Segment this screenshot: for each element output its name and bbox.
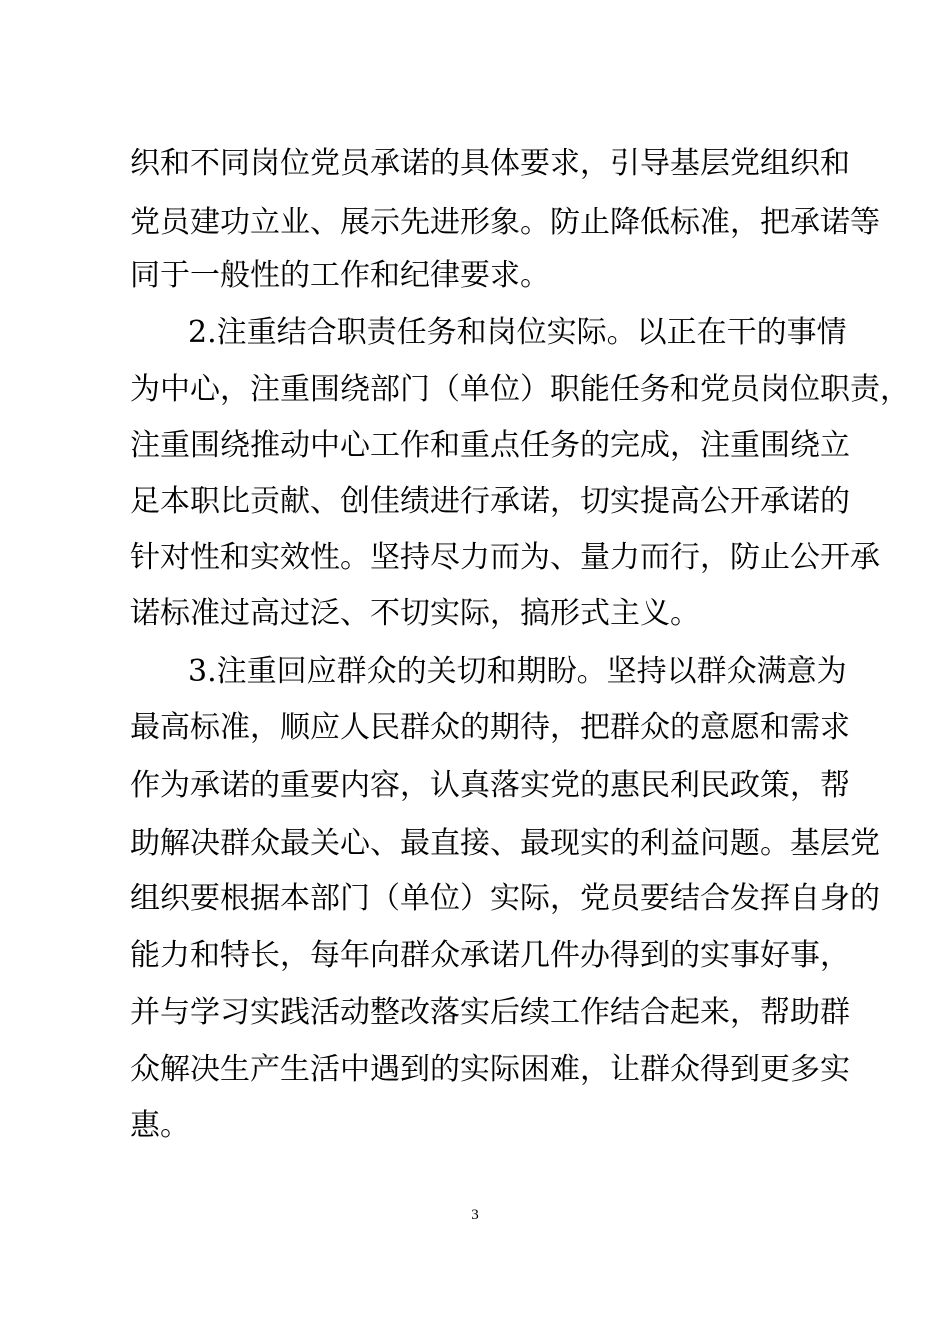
text-line-14: 组织要根据本部门（单位）实际，党员要结合发挥自身的 <box>130 881 880 916</box>
text-line-11: 最高标准，顺应人民群众的期待，把群众的意愿和需求 <box>130 710 850 745</box>
text-line-3: 同于一般性的工作和纪律要求。 <box>130 258 550 293</box>
text-line-4: 2.注重结合职责任务和岗位实际。以正在干的事情 <box>188 315 847 350</box>
text-line-7: 足本职比贡献、创佳绩进行承诺，切实提高公开承诺的 <box>130 484 850 519</box>
text-line-5: 为中心，注重围绕部门（单位）职能任务和党员岗位职责， <box>130 372 910 407</box>
text-line-16: 并与学习实践活动整改落实后续工作结合起来，帮助群 <box>130 995 850 1030</box>
text-line-15: 能力和特长，每年向群众承诺几件办得到的实事好事， <box>130 938 850 973</box>
text-line-2: 党员建功立业、展示先进形象。防止降低标准，把承诺等 <box>130 205 880 240</box>
text-line-13: 助解决群众最关心、最直接、最现实的利益问题。基层党 <box>130 826 880 861</box>
text-line-9: 诺标准过高过泛、不切实际，搞形式主义。 <box>130 596 700 631</box>
text-line-1: 织和不同岗位党员承诺的具体要求，引导基层党组织和 <box>130 146 850 181</box>
text-line-10: 3.注重回应群众的关切和期盼。坚持以群众满意为 <box>188 654 847 689</box>
page-number: 3 <box>471 1207 479 1223</box>
text-line-17: 众解决生产生活中遇到的实际困难，让群众得到更多实 <box>130 1052 850 1087</box>
text-line-18: 惠。 <box>130 1108 190 1143</box>
text-line-12: 作为承诺的重要内容，认真落实党的惠民利民政策，帮 <box>130 768 850 803</box>
text-line-6: 注重围绕推动中心工作和重点任务的完成，注重围绕立 <box>130 428 850 463</box>
text-line-8: 针对性和实效性。坚持尽力而为、量力而行，防止公开承 <box>130 540 880 575</box>
